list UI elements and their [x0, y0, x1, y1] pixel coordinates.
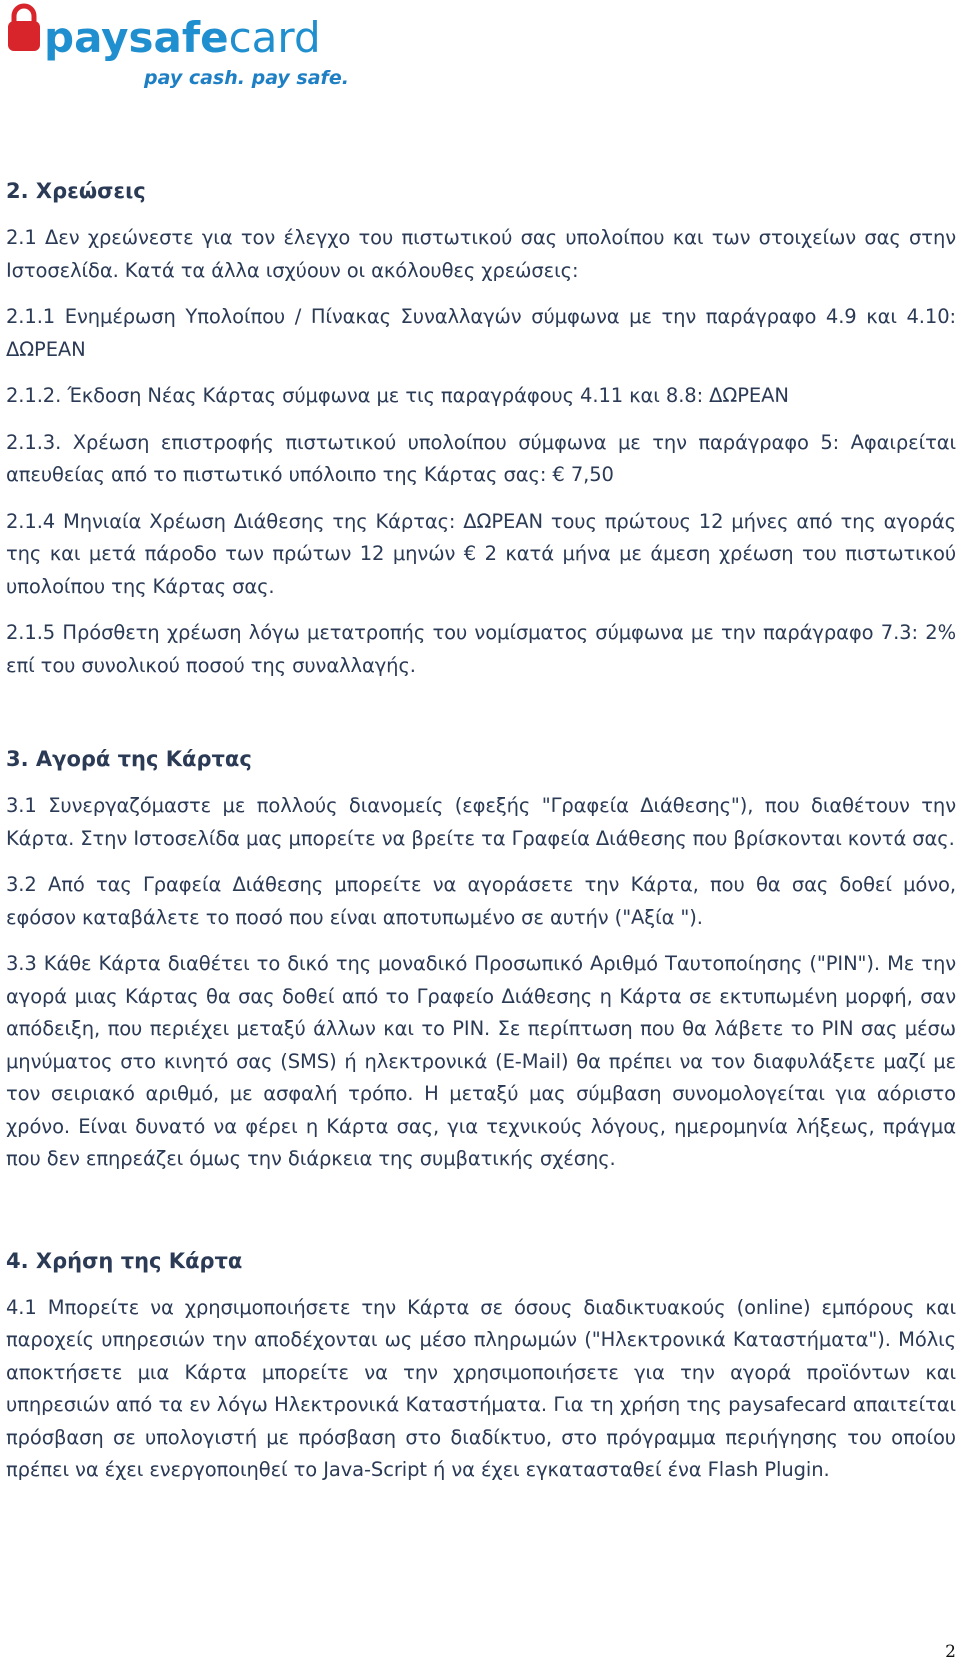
section-spacer	[6, 696, 956, 740]
paysafecard-logo	[4, 0, 364, 100]
section-card-purchase	[6, 740, 956, 1176]
paragraph-2-1-3: 2.1.3. Χρέωση επιστροφής πιστωτικού υπολοίπου σύμφωνα με την παράγραφο 5: Αφαιρείται απευθείας από το πιστωτικό υπόλοιπο της Κάρτας σας: € 7,50	[6, 430, 956, 486]
paragraph-2-1: 2.1 Δεν χρεώνεστε για τον έλεγχο του πιστωτικού σας υπολοίπου και των στοιχείων σας στην Ιστοσελίδα. Κατά τα άλλα ισχύουν οι ακόλουθες χρεώσεις:	[6, 226, 956, 282]
logo-wordmark-paysafe: paysafe	[44, 13, 229, 62]
logo-wordmark-card: card	[228, 13, 321, 62]
paragraph-2-1-4: 2.1.4 Μηνιαία Χρέωση Διάθεσης της Κάρτας: ΔΩΡΕΑΝ τους πρώτους 12 μήνες από της αγοράς της και μετά πάροδο των πρώτων 12 μηνών € 2 κατά μήνα με άμεση χρέωση του πιστωτικού υπολοίπου της Κάρτας σας.	[6, 509, 956, 598]
section-heading: 4. Χρήση της Κάρτα	[6, 1248, 243, 1273]
document-body	[6, 172, 956, 1501]
paragraph-3-2: 3.2 Από τας Γραφεία Διάθεσης μπορείτε να αγοράσετε την Κάρτα, που θα σας δοθεί μόνο, εφόσον καταβάλετε το ποσό που είναι αποτυπωμένο σε αυτήν ("Αξία ").	[6, 873, 956, 929]
logo-wordmark	[44, 13, 321, 62]
section-spacer	[6, 1190, 956, 1242]
page-number: 2	[945, 1642, 956, 1662]
section-heading: 2. Χρεώσεις	[6, 179, 146, 203]
padlock-icon	[8, 6, 40, 51]
section-heading: 3. Αγορά της Κάρτας	[6, 747, 252, 771]
section-card-usage	[6, 1242, 956, 1487]
paragraph-4-1: 4.1 Μπορείτε να χρησιμοποιήσετε την Κάρτα σε όσους διαδικτυακούς (online) εμπόρους και παροχείς υπηρεσιών την αποδέχονται ως μέσο πληρωμών ("Ηλεκτρονικά Καταστήματα"). Μόλις αποκτήσετε μια Κάρτα μπορείτε να την χρησιμοποιήσετε για την αγορά προϊόντων και υπηρεσιών από τα εν λόγω Ηλεκτρονικά Καταστήματα. Για τη χρήση της paysafecard απαιτείται πρόσβαση σε υπολογιστή με πρόσβαση στο διαδίκτυο, στο πρόγραμμα περιήγησης του οποίου πρέπει να έχει ενεργοποιηθεί το Java-Script ή να έχει εγκατασταθεί ένα Flash Plugin.	[6, 1295, 956, 1481]
paragraph-2-1-2: 2.1.2. Έκδοση Νέας Κάρτας σύμφωνα με τις παραγράφους 4.11 και 8.8: ΔΩΡΕΑΝ	[6, 384, 789, 407]
logo-tagline: pay cash. pay safe.	[144, 67, 349, 89]
paragraph-2-1-1: 2.1.1 Ενημέρωση Υπολοίπου / Πίνακας Συναλλαγών σύμφωνα με την παράγραφο 4.9 και 4.10: ΔΩΡΕΑΝ	[6, 305, 956, 361]
section-charges	[6, 172, 956, 682]
paysafecard-logo-graphic	[4, 0, 364, 100]
paragraph-3-3: 3.3 Κάθε Κάρτα διαθέτει το δικό της μοναδικό Προσωπικό Αριθμό Ταυτοποίησης ("PIN"). Με την αγορά μιας Κάρτας θα σας δοθεί από το Γραφείο Διάθεσης η Κάρτα σε εκτυπωμένη μορφή, σαν απόδειξη, που περιέχει μεταξύ άλλων και το PIN. Σε περίπτωση που θα λάβετε το PIN σας μέσω μηνύματος στο κινητό σας (SMS) ή ηλεκτρονικά (E-Mail) θα πρέπει να τον διαφυλάξετε μαζί με τον σειριακό αριθμό, με ασφαλή τρόπο. Η μεταξύ μας σύμβαση συνομολογείται για αόριστο χρόνο. Είναι δυνατό να φέρει η Κάρτα σας, για τεχνικούς λόγους, ημερομηνία λήξεως, πράγμα που δεν επηρεάζει όμως την διάρκεια της συμβατικής σχέσης.	[6, 952, 956, 1170]
paragraph-3-1: 3.1 Συνεργαζόμαστε με πολλούς διανομείς (εφεξής "Γραφεία Διάθεσης"), που διαθέτουν την Κάρτα. Στην Ιστοσελίδα μας μπορείτε να βρείτε τα Γραφεία Διάθεσης που βρίσκονται κοντά σας.	[6, 794, 956, 850]
paragraph-2-1-5: 2.1.5 Πρόσθετη χρέωση λόγω μετατροπής του νομίσματος σύμφωνα με την παράγραφο 7.3: 2% επί του συνολικού ποσού της συναλλαγής.	[6, 621, 956, 677]
